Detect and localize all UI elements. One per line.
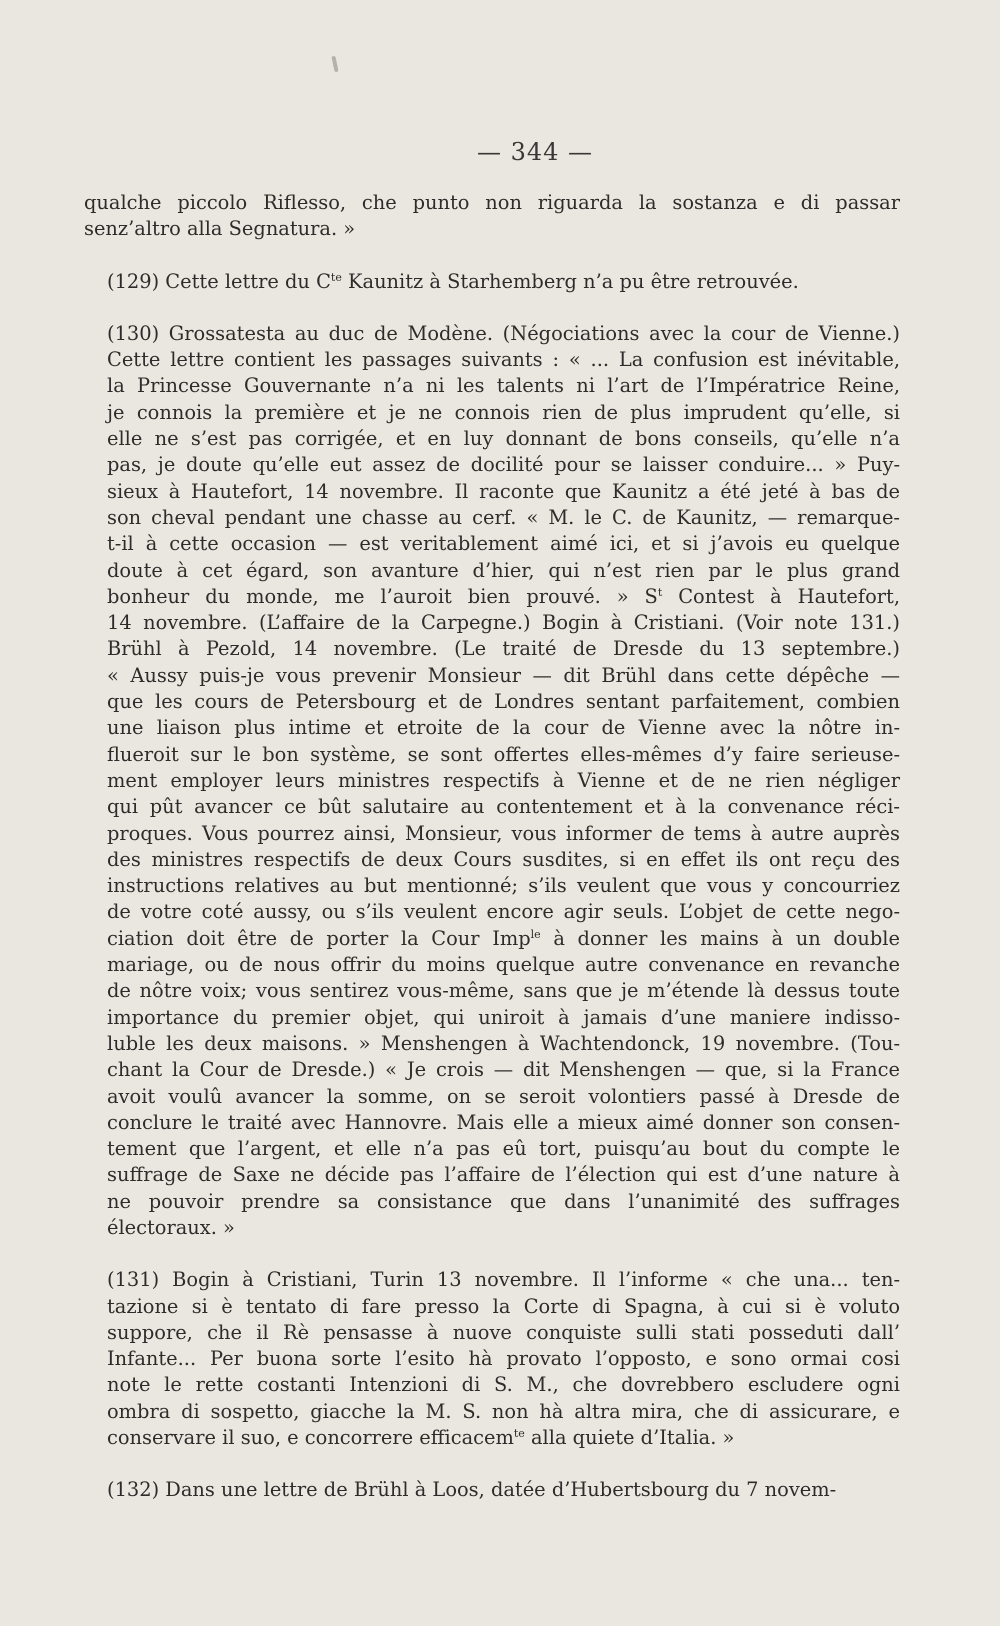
paragraph-p-intro	[84, 190, 900, 243]
text-line: tazione si è tentato di fare presso la Corte di Spagna, à cui si è voluto	[107, 1294, 900, 1318]
text-line: la Princesse Gouvernante n’a ni les talents ni l’art de l’Impératrice Reine,	[107, 374, 900, 398]
superscript-abbrev: te	[513, 1427, 525, 1441]
paragraph-note-129	[84, 269, 900, 295]
text-line: Cette lettre contient les passages suivants : « ... La confusion est inévitable,	[107, 348, 900, 372]
text-line: ment employer leurs ministres respectifs à Vienne et de ne rien négliger	[107, 768, 900, 792]
text-line: avoit voulû avancer la somme, on se seroit volontiers passé à Dresde de	[107, 1084, 900, 1108]
text-line: (129) Cette lettre du $C^{te}$ Kaunitz à Starhemberg n’a pu être retrouvée.	[107, 269, 799, 293]
text-line: sieux à Hautefort, 14 novembre. Il raconte que Kaunitz a été jeté à bas de	[107, 479, 900, 503]
text-line: (130) Grossatesta au duc de Modène. (Négociations avec la cour de Vienne.)	[107, 321, 900, 345]
text-line: de votre coté aussy, ou s’ils veulent encore agir seuls. L’objet de cette nego-	[107, 900, 900, 924]
page-number: — 344 —	[476, 138, 594, 166]
text-line: pas, je doute qu’elle eut assez de docilité pour se laisser conduire... » Puy-	[107, 453, 900, 477]
paragraph-note-130	[84, 321, 900, 1241]
text-line: ciation doit être de porter la Cour Imp$^{le}$ à donner les mains à un double	[107, 926, 900, 950]
paper-speck	[331, 56, 338, 72]
text-line: qualche piccolo Riflesso, che punto non riguarda la sostanza e di passar	[84, 191, 900, 214]
text-line: ne pouvoir prendre sa consistance que dans l’unanimité des suffrages	[107, 1189, 900, 1213]
text-line: de nôtre voix; vous sentirez vous-même, sans que je m’étende là dessus toute	[107, 979, 900, 1003]
text-line: importance du premier objet, qui uniroit à jamais d’une maniere indisso-	[107, 1005, 900, 1029]
superscript-abbrev: te	[330, 270, 342, 284]
paragraph-gap	[84, 1451, 900, 1477]
text-line: je connois la première et je ne connois rien de plus imprudent qu’elle, si	[107, 400, 900, 424]
page-body	[84, 190, 900, 1504]
text-line: proques. Vous pourrez ainsi, Monsieur, vous informer de tems à autre auprès	[107, 821, 900, 845]
paragraph-gap	[84, 1241, 900, 1267]
text-line: t-il à cette occasion — est veritablement aimé ici, et si j’avois eu quelque	[107, 532, 900, 556]
text-line: ombra di sospetto, giacche la M. S. non hà altra mira, che di assicurare, e	[107, 1399, 900, 1423]
text-line: Infante... Per buona sorte l’esito hà provato l’opposto, e sono ormai cosi	[107, 1347, 900, 1371]
text-line: électoraux. »	[107, 1215, 235, 1239]
paragraph-note-131	[84, 1267, 900, 1451]
text-line: tement que l’argent, et elle n’a pas eû tort, puisqu’au bout du compte le	[107, 1137, 900, 1161]
text-line: 14 novembre. (L’affaire de la Carpegne.) Bogin à Cristiani. (Voir note 131.)	[107, 611, 900, 635]
text-line: chant la Cour de Dresde.) « Je crois — dit Menshengen — que, si la France	[107, 1058, 900, 1082]
text-line: (132) Dans une lettre de Brühl à Loos, datée d’Hubertsbourg du 7 novem-	[107, 1478, 837, 1502]
paragraph-gap	[84, 295, 900, 321]
paragraph-gap	[84, 243, 900, 269]
text-line: « Aussy puis-je vous prevenir Monsieur — dit Brühl dans cette dépêche —	[107, 663, 900, 687]
text-line: luble les deux maisons. » Menshengen à Wachtendonck, 19 novembre. (Tou-	[107, 1031, 900, 1055]
text-line: son cheval pendant une chasse au cerf. « M. le C. de Kaunitz, — remarque-	[107, 505, 900, 529]
text-line: conservare il suo, e concorrere efficacem$^{te}$ alla quiete d’Italia. »	[107, 1426, 735, 1450]
text-line: doute à cet égard, son avanture d’hier, qui n’est rien par le plus grand	[107, 558, 900, 582]
text-line: une liaison plus intime et etroite de la cour de Vienne avec la nôtre in-	[107, 716, 900, 740]
text-line: mariage, ou de nous offrir du moins quelque autre convenance en revanche	[107, 953, 900, 977]
text-line: Brühl à Pezold, 14 novembre. (Le traité de Dresde du 13 septembre.)	[107, 637, 900, 661]
superscript-abbrev: t	[657, 585, 663, 599]
text-line: flueroit sur le bon système, se sont offertes elles-mêmes d’y faire serieuse-	[107, 742, 900, 766]
text-line: bonheur du monde, me l’auroit bien prouvé. » $S^t$ Contest à Hautefort,	[107, 584, 900, 608]
text-line: que les cours de Petersbourg et de Londres sentant parfaitement, combien	[107, 690, 900, 714]
text-line: conclure le traité avec Hannovre. Mais elle a mieux aimé donner son consen-	[107, 1110, 900, 1134]
text-line: instructions relatives au but mentionné; s’ils veulent que vous y concourriez	[107, 874, 900, 898]
text-line: note le rette costanti Intenzioni di S. M., che dovrebbero escludere ogni	[107, 1373, 900, 1397]
superscript-abbrev: le	[530, 927, 541, 941]
text-line: suffrage de Saxe ne décide pas l’affaire de l’élection qui est d’une nature à	[107, 1163, 900, 1187]
text-line: elle ne s’est pas corrigée, et en luy donnant de bons conseils, qu’elle n’a	[107, 427, 900, 451]
paragraph-note-132	[84, 1477, 900, 1503]
text-line: suppore, che il Rè pensasse à nuove conquiste sulli stati posseduti dall’	[107, 1320, 900, 1344]
text-line: qui pût avancer ce bût salutaire au contentement et à la convenance réci-	[107, 795, 900, 819]
text-line: des ministres respectifs de deux Cours susdites, si en effet ils ont reçu des	[107, 847, 900, 871]
text-line: (131) Bogin à Cristiani, Turin 13 novembre. Il l’informe « che una... ten-	[107, 1268, 900, 1292]
text-line: senz’altro alla Segnatura. »	[84, 217, 356, 241]
